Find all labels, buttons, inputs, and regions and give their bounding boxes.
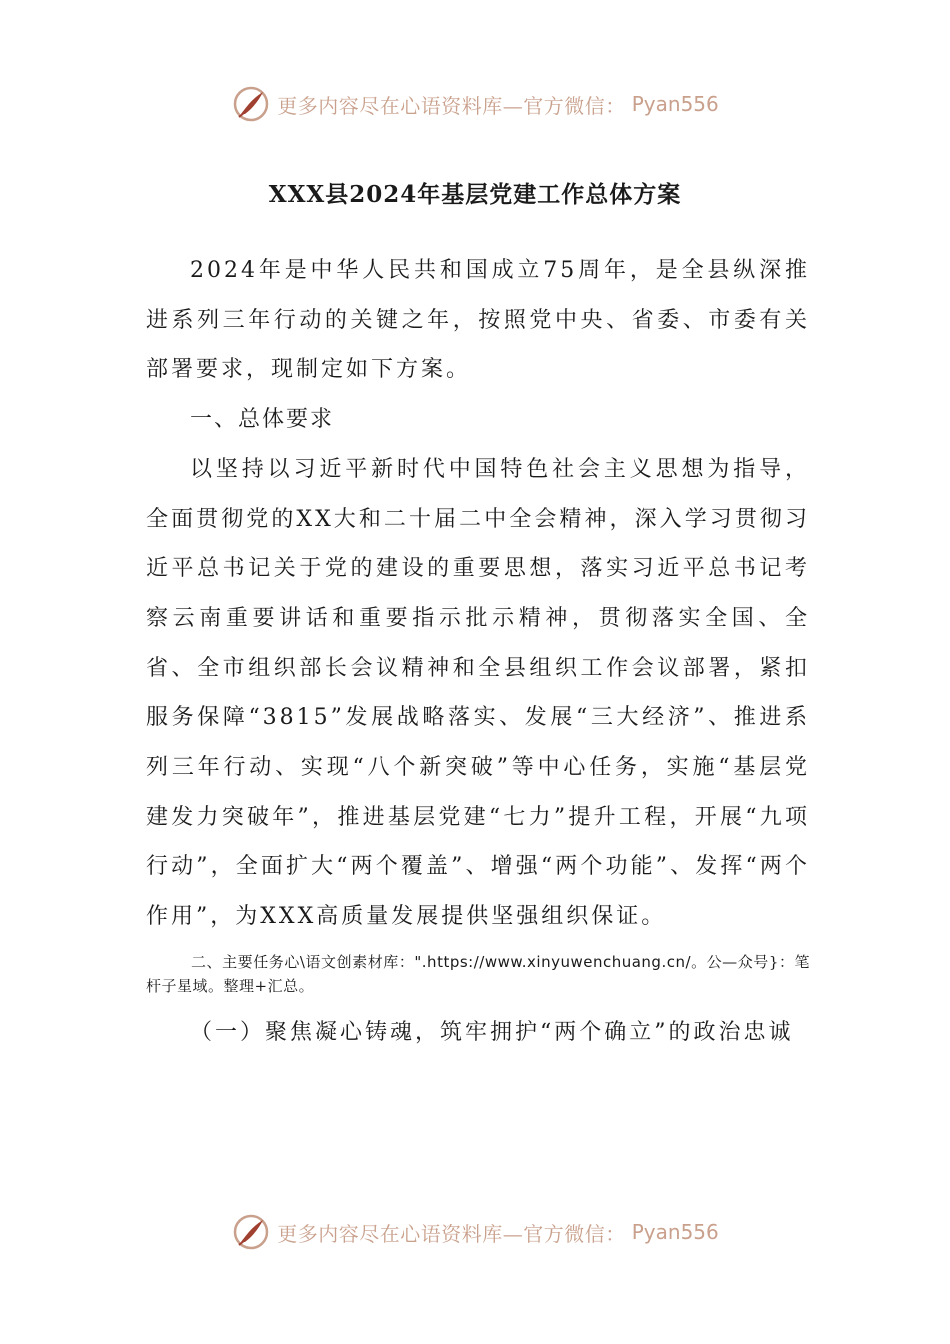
banner-text: 更多内容尽在心语资料库—官方微信： — [277, 93, 626, 118]
banner-contact: Pyan556 — [631, 92, 719, 116]
source-note-url: ".https://www.xinyuwenchuang.cn/ — [414, 952, 692, 971]
section-heading: 一、总体要求 — [190, 407, 335, 433]
banner-contact: Pyan556 — [631, 1220, 719, 1244]
banner-text: 更多内容尽在心语资料库—官方微信： — [277, 1221, 626, 1246]
source-note-prefix: 二、主要任务心\语文创素材库： — [191, 952, 415, 971]
footer-watermark-banner — [0, 1210, 950, 1254]
intro-paragraph: 2024年是中华人民共和国成立75周年，是全县纵深推进系列三年行动的关键之年，按照党中央、省委、市委有关部署要求，现制定如下方案。 — [146, 258, 810, 383]
subsection-heading: （一）聚焦凝心铸魂，筑牢拥护“两个确立”的政治忠诚 — [190, 1019, 794, 1045]
requirements-paragraph: 以坚持以习近平新时代中国特色社会主义思想为指导，全面贯彻党的XX大和二十届二中全会精神，深入学习贯彻习近平总书记关于党的建设的重要思想，落实习近平总书记考察云南重要讲话和重要指示批示精神，贯彻落实全国、全省、全市组织部长会议精神和全县组织工作会议部署，紧扣服务保障“3815”发展战略落实、发展“三大经济”、推进系列三年行动、实现“八个新突破”等中心任务，实施“基层党建发力突破年”，推进基层党建“七力”提升工程，开展“九项行动”，全面扩大“两个覆盖”、增强“两个功能”、发挥“两个作用”，为XXX高质量发展提供坚强组织保证。 — [146, 456, 810, 930]
header-watermark-banner — [0, 82, 950, 126]
quill-pen-logo-icon — [231, 1212, 271, 1252]
quill-pen-logo-icon — [231, 84, 271, 124]
source-note-suffix: 。公—众号}：笔杆子星域。整理+汇总。 — [146, 952, 810, 995]
document-body — [146, 246, 810, 1058]
source-note — [146, 950, 810, 998]
document-title: XXX县2024年基层党建工作总体方案 — [268, 181, 682, 208]
